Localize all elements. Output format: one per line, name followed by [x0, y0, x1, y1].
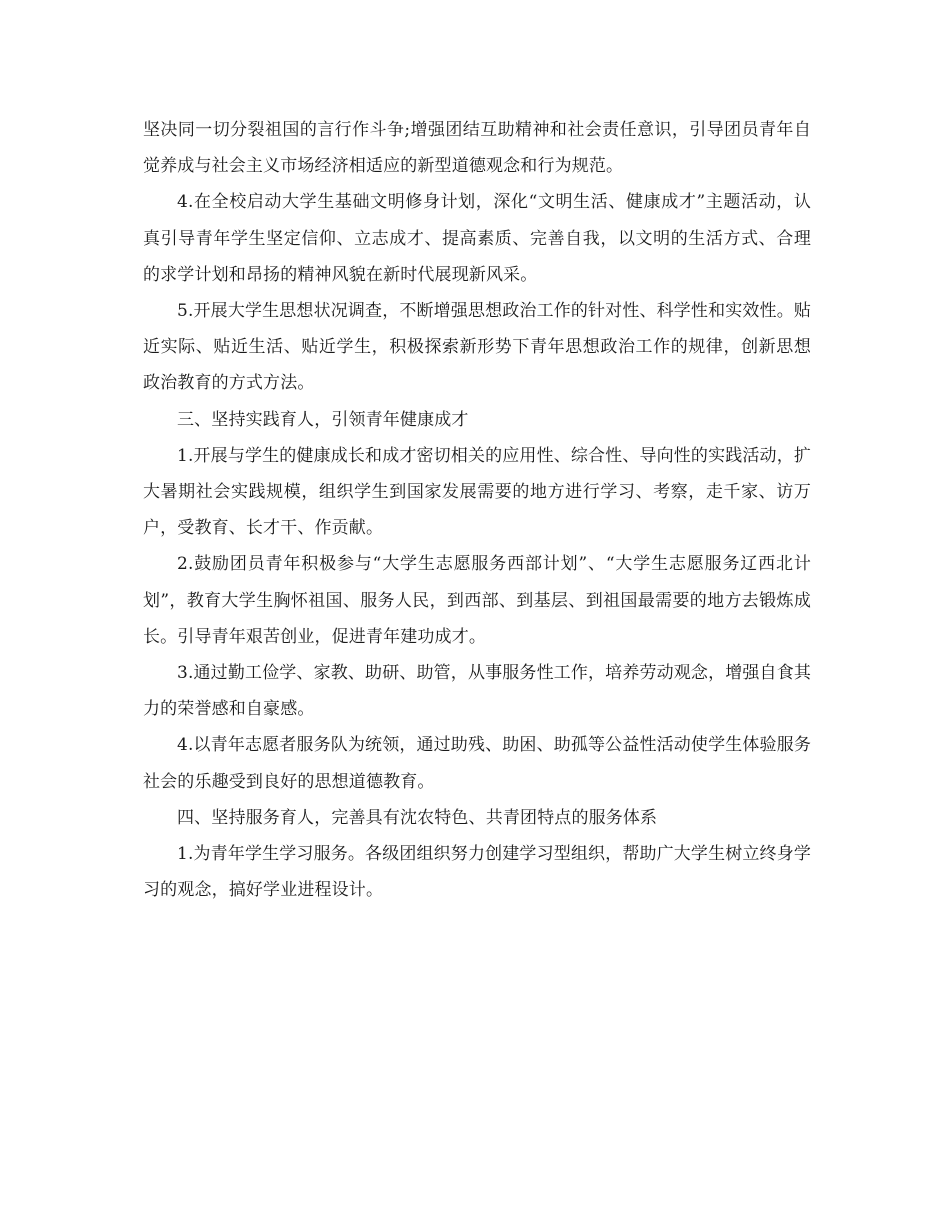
paragraph: 5.开展大学生思想状况调查，不断增强思想政治工作的针对性、科学性和实效性。贴近实际、贴近生活、贴近学生，积极探索新形势下青年思想政治工作的规律，创新思想政治教育的方式方法。 [143, 301, 811, 394]
paragraph: 1.开展与学生的健康成长和成才密切相关的应用性、综合性、导向性的实践活动，扩大暑期社会实践规模，组织学生到国家发展需要的地方进行学习、考察，走千家、访万户，受教育、长才干、作贡献。 [143, 445, 811, 539]
section-heading: 三、坚持实践育人，引领青年健康成才 [177, 409, 469, 430]
paragraph: 3.通过勤工俭学、家教、助研、助管，从事服务性工作，培养劳动观念，增强自食其力的荣誉感和自豪感。 [143, 663, 811, 720]
paragraph: 2.鼓励团员青年积极参与“大学生志愿服务西部计划”、“大学生志愿服务辽西北计划”，教育大学生胸怀祖国、服务人民，到西部、到基层、到祖国最需要的地方去锻炼成长。引导青年艰苦创业，促进青年建功成才。 [143, 554, 811, 647]
paragraph: 4.在全校启动大学生基础文明修身计划，深化“文明生活、健康成才”主题活动，认真引导青年学生坚定信仰、立志成才、提高素质、完善自我，以文明的生活方式、合理的求学计划和昂扬的精神风貌在新时代展现新风采。 [143, 192, 811, 285]
paragraph: 4.以青年志愿者服务队为统领，通过助残、助困、助孤等公益性活动使学生体验服务社会的乐趣受到良好的思想道德教育。 [143, 735, 811, 792]
section-heading: 四、坚持服务育人，完善具有沈农特色、共青团特点的服务体系 [177, 807, 658, 828]
paragraph: 坚决同一切分裂祖国的言行作斗争;增强团结互助精神和社会责任意识，引导团员青年自觉养成与社会主义市场经济相适应的新型道德观念和行为规范。 [143, 120, 811, 177]
paragraph: 1.为青年学生学习服务。各级团组织努力创建学习型组织，帮助广大学生树立终身学习的观念，搞好学业进程设计。 [143, 844, 811, 901]
document-body [143, 112, 811, 908]
